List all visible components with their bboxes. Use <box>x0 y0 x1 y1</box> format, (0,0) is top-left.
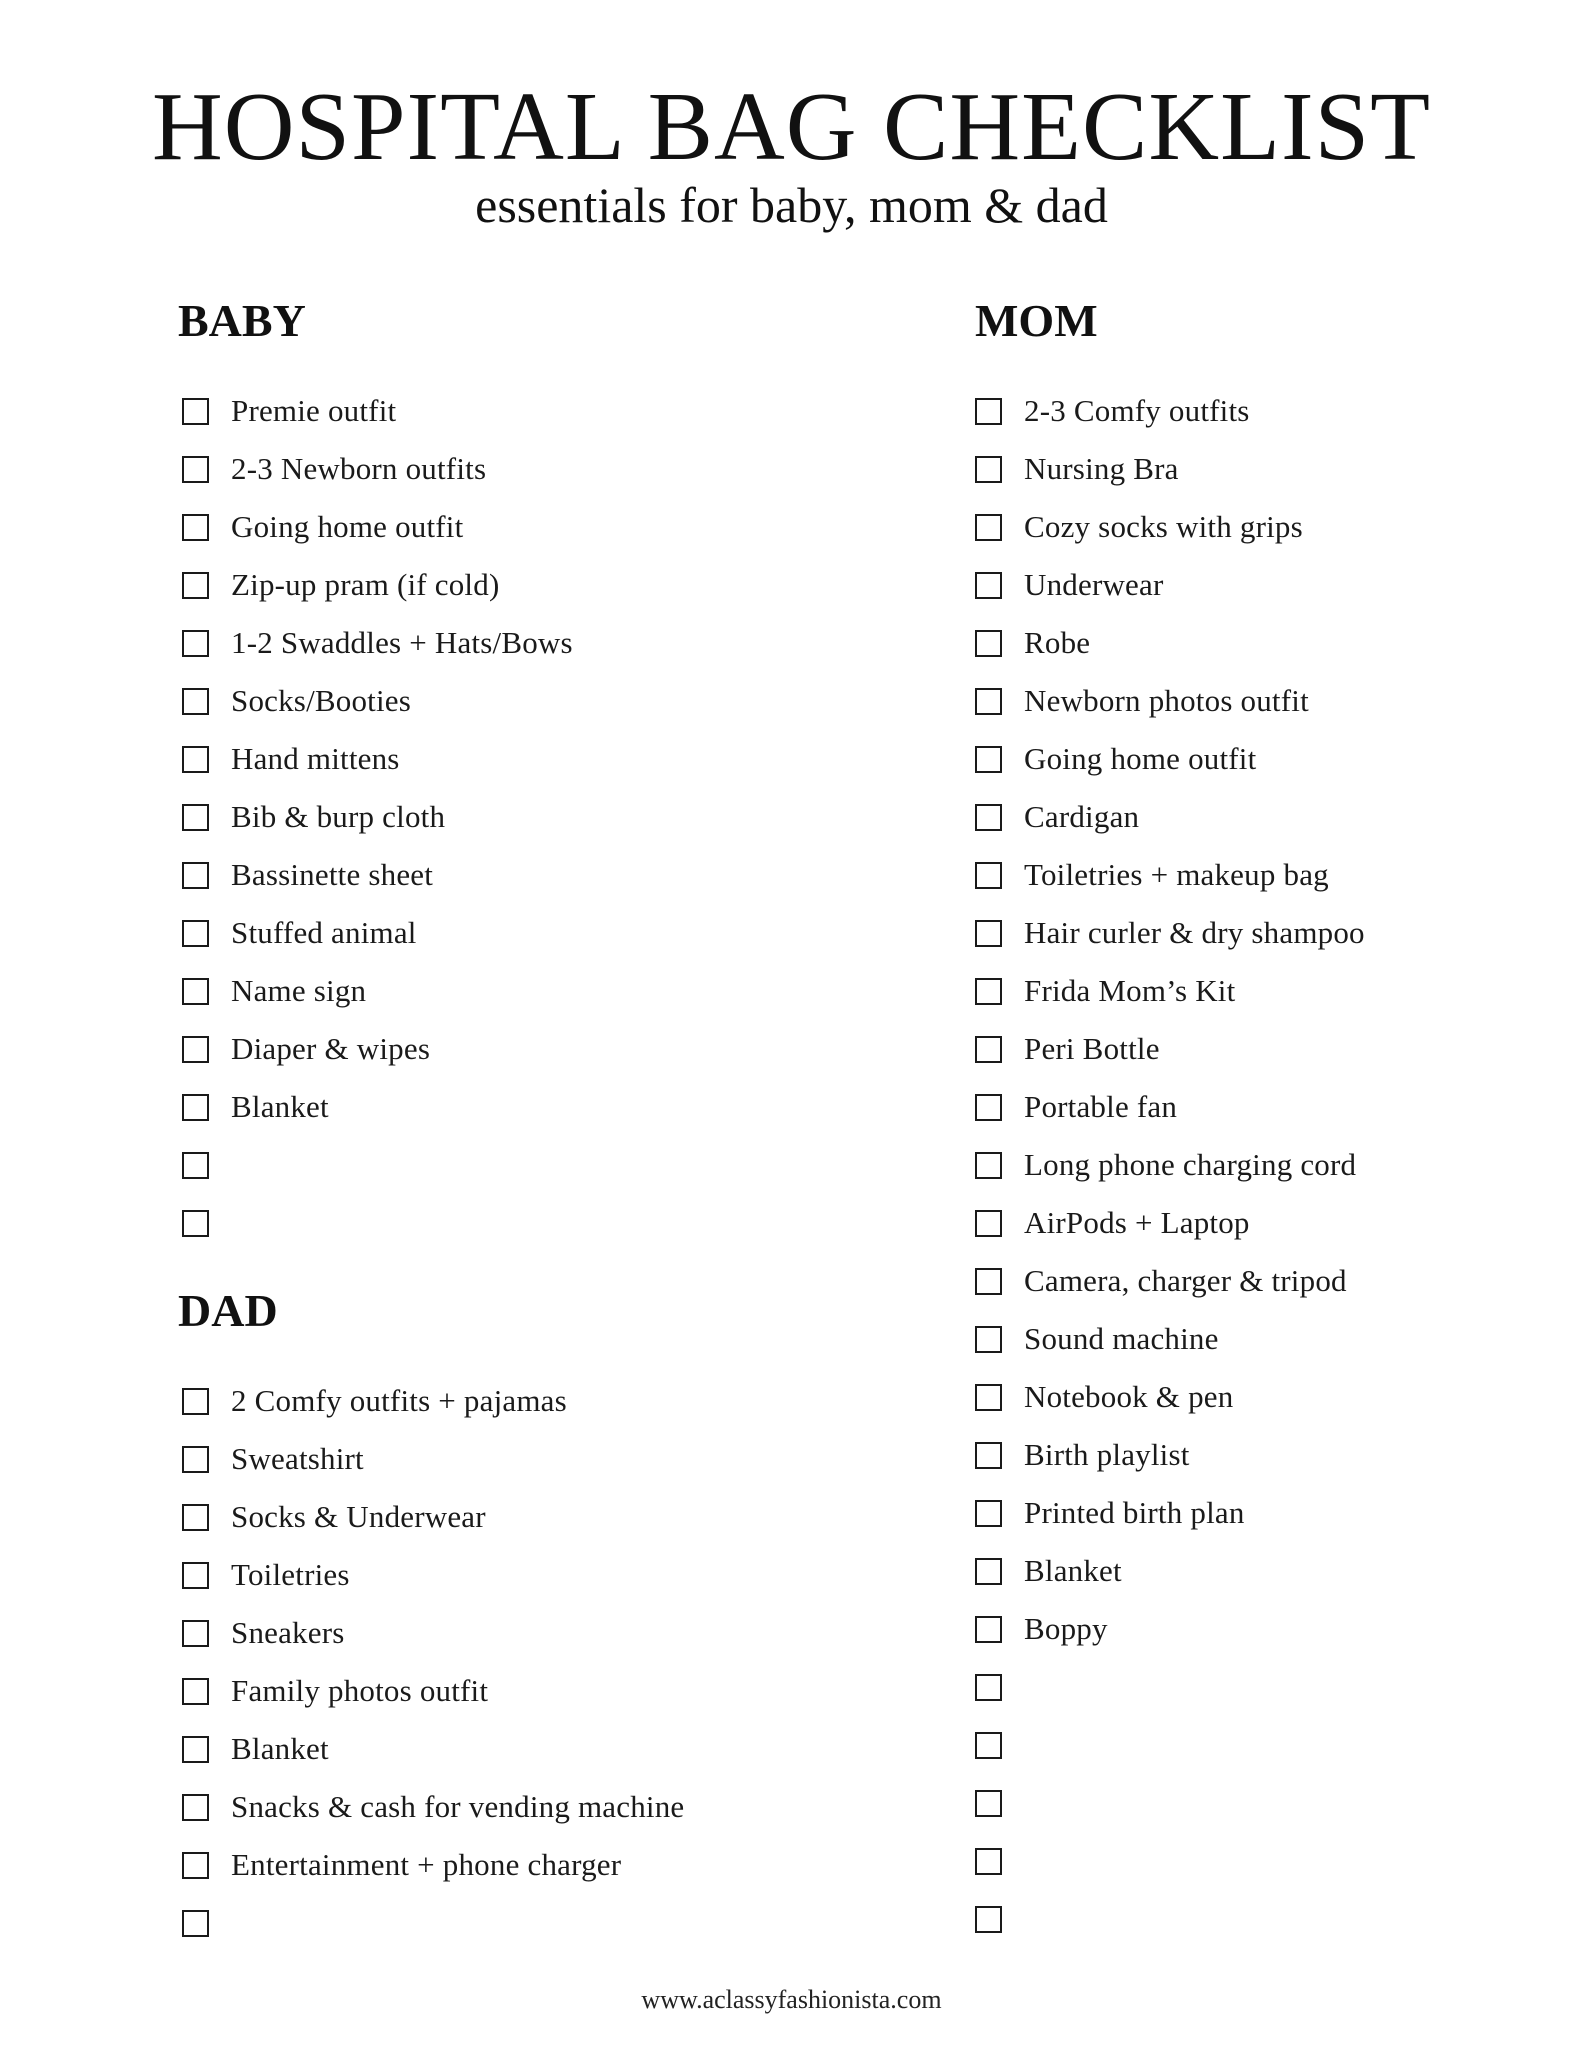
checklist-item-label: Family photos outfit <box>231 1673 489 1708</box>
dad-checklist-item[interactable] <box>182 1662 882 1720</box>
checkbox[interactable] <box>975 1152 1002 1179</box>
checklist-item-label: Portable fan <box>1024 1089 1178 1124</box>
baby-checklist-item[interactable] <box>182 498 882 556</box>
baby-checklist-item[interactable] <box>182 672 882 730</box>
checklist-item-label: Newborn photos outfit <box>1024 683 1309 718</box>
baby-checklist-item[interactable] <box>182 1020 882 1078</box>
baby-checklist-item[interactable] <box>182 788 882 846</box>
checklist-item-label: 2 Comfy outfits + pajamas <box>231 1383 567 1418</box>
checklist-item-label: Blanket <box>1024 1553 1122 1588</box>
checkbox[interactable] <box>182 978 209 1005</box>
checkbox[interactable] <box>182 1678 209 1705</box>
dad-checklist-item[interactable] <box>182 1546 882 1604</box>
checklist-item-label: Long phone charging cord <box>1024 1147 1357 1182</box>
checklist-item-label: 2-3 Newborn outfits <box>231 451 487 486</box>
checklist-item-label: Stuffed animal <box>231 915 417 950</box>
dad-checklist-item[interactable] <box>182 1720 882 1778</box>
mom-checklist-item[interactable] <box>975 1890 1535 1948</box>
mom-checklist-item[interactable] <box>975 440 1535 498</box>
checklist-item-label: Toiletries + makeup bag <box>1024 857 1329 892</box>
checkbox[interactable] <box>975 1442 1002 1469</box>
checklist-item-label: Socks & Underwear <box>231 1499 486 1534</box>
mom-checklist-item[interactable] <box>975 962 1535 1020</box>
checkbox[interactable] <box>975 572 1002 599</box>
checkbox[interactable] <box>182 746 209 773</box>
mom-checklist-item[interactable] <box>975 1078 1535 1136</box>
dad-checklist-item[interactable] <box>182 1488 882 1546</box>
checkbox[interactable] <box>182 1036 209 1063</box>
checkbox[interactable] <box>975 1848 1002 1875</box>
checkbox[interactable] <box>975 1268 1002 1295</box>
checklist-item-label: 2-3 Comfy outfits <box>1024 393 1250 428</box>
mom-checklist-item[interactable] <box>975 614 1535 672</box>
mom-checklist-item[interactable] <box>975 1426 1535 1484</box>
dad-checklist-item[interactable] <box>182 1778 882 1836</box>
checkbox[interactable] <box>975 514 1002 541</box>
mom-checklist-item[interactable] <box>975 1310 1535 1368</box>
checklist-item-label: Notebook & pen <box>1024 1379 1234 1414</box>
checkbox[interactable] <box>975 1674 1002 1701</box>
checklist-item-label: Bassinette sheet <box>231 857 434 892</box>
checklist-item-label: Diaper & wipes <box>231 1031 431 1066</box>
checkbox[interactable] <box>182 456 209 483</box>
mom-checklist-item[interactable] <box>975 904 1535 962</box>
checkbox[interactable] <box>182 1446 209 1473</box>
dad-heading: DAD <box>178 1285 278 1336</box>
checkbox[interactable] <box>975 1384 1002 1411</box>
checkbox[interactable] <box>182 804 209 831</box>
checkbox[interactable] <box>975 804 1002 831</box>
mom-checklist-item[interactable] <box>975 382 1535 440</box>
checkbox[interactable] <box>182 920 209 947</box>
checkbox[interactable] <box>182 1152 209 1179</box>
checklist-item-label: Cardigan <box>1024 799 1140 834</box>
checkbox[interactable] <box>182 1852 209 1879</box>
dad-checklist <box>182 1372 882 1952</box>
checkbox[interactable] <box>182 1794 209 1821</box>
checklist-item-label: Bib & burp cloth <box>231 799 446 834</box>
checkbox[interactable] <box>182 1210 209 1237</box>
checklist-item-label: Robe <box>1024 625 1091 660</box>
checkbox[interactable] <box>975 920 1002 947</box>
mom-checklist-item[interactable] <box>975 1716 1535 1774</box>
checkbox[interactable] <box>182 1910 209 1937</box>
checkbox[interactable] <box>975 862 1002 889</box>
checkbox[interactable] <box>975 456 1002 483</box>
dad-checklist-item[interactable] <box>182 1894 882 1952</box>
checkbox[interactable] <box>182 1094 209 1121</box>
checklist-item-label: Entertainment + phone charger <box>231 1847 622 1882</box>
checkbox[interactable] <box>182 688 209 715</box>
checklist-item-label: Sweatshirt <box>231 1441 364 1476</box>
checklist-item-label: Nursing Bra <box>1024 451 1179 486</box>
baby-checklist-item[interactable] <box>182 1078 882 1136</box>
mom-checklist-item[interactable] <box>975 1542 1535 1600</box>
checkbox[interactable] <box>182 1562 209 1589</box>
baby-checklist-item[interactable] <box>182 846 882 904</box>
mom-checklist-item[interactable] <box>975 788 1535 846</box>
checklist-item-label: Frida Mom’s Kit <box>1024 973 1236 1008</box>
checklist-item-label: Toiletries <box>231 1557 350 1592</box>
mom-checklist-item[interactable] <box>975 1484 1535 1542</box>
dad-checklist-item[interactable] <box>182 1430 882 1488</box>
checkbox[interactable] <box>182 1736 209 1763</box>
checkbox[interactable] <box>975 398 1002 425</box>
checkbox[interactable] <box>182 572 209 599</box>
checklist-item-label: Name sign <box>231 973 367 1008</box>
checkbox[interactable] <box>975 1326 1002 1353</box>
checkbox[interactable] <box>975 630 1002 657</box>
mom-checklist-item[interactable] <box>975 846 1535 904</box>
checklist-item-label: Peri Bottle <box>1024 1031 1160 1066</box>
checklist-item-label: Underwear <box>1024 567 1164 602</box>
checklist-item-label: Printed birth plan <box>1024 1495 1245 1530</box>
checkbox[interactable] <box>182 514 209 541</box>
baby-checklist-item[interactable] <box>182 556 882 614</box>
dad-checklist-item[interactable] <box>182 1372 882 1430</box>
checklist-item-label: Zip-up pram (if cold) <box>231 567 500 602</box>
dad-checklist-item[interactable] <box>182 1836 882 1894</box>
checklist-item-label: Sneakers <box>231 1615 345 1650</box>
checkbox[interactable] <box>975 1732 1002 1759</box>
checklist-item-label: Birth playlist <box>1024 1437 1190 1472</box>
baby-checklist-item[interactable] <box>182 440 882 498</box>
mom-checklist-item[interactable] <box>975 1774 1535 1832</box>
checkbox[interactable] <box>975 746 1002 773</box>
checkbox[interactable] <box>182 862 209 889</box>
mom-checklist-item[interactable] <box>975 556 1535 614</box>
checklist-item-label: AirPods + Laptop <box>1024 1205 1250 1240</box>
checkbox[interactable] <box>975 978 1002 1005</box>
checkbox[interactable] <box>975 1094 1002 1121</box>
checkbox[interactable] <box>975 1558 1002 1585</box>
mom-checklist-item[interactable] <box>975 1658 1535 1716</box>
checkbox[interactable] <box>975 1036 1002 1063</box>
checklist-item-label: Cozy socks with grips <box>1024 509 1303 544</box>
baby-checklist-item[interactable] <box>182 1194 882 1252</box>
checkbox[interactable] <box>975 1500 1002 1527</box>
checklist-item-label: Sound machine <box>1024 1321 1219 1356</box>
website-footer: www.aclassyfashionista.com <box>641 1985 942 2014</box>
checklist-item-label: Snacks & cash for vending machine <box>231 1789 685 1824</box>
checkbox[interactable] <box>975 1616 1002 1643</box>
checklist-item-label: Hand mittens <box>231 741 400 776</box>
baby-checklist-item[interactable] <box>182 1136 882 1194</box>
mom-checklist-item[interactable] <box>975 730 1535 788</box>
baby-checklist-item[interactable] <box>182 904 882 962</box>
baby-checklist-item[interactable] <box>182 962 882 1020</box>
checklist-item-label: Socks/Booties <box>231 683 412 718</box>
checkbox[interactable] <box>975 1906 1002 1933</box>
mom-checklist-item[interactable] <box>975 672 1535 730</box>
mom-checklist-item[interactable] <box>975 1020 1535 1078</box>
checkbox[interactable] <box>182 1388 209 1415</box>
checklist-item-label: Blanket <box>231 1089 329 1124</box>
checkbox[interactable] <box>975 1790 1002 1817</box>
checkbox[interactable] <box>975 1210 1002 1237</box>
mom-checklist <box>975 382 1535 1948</box>
checkbox[interactable] <box>182 398 209 425</box>
checkbox[interactable] <box>182 1620 209 1647</box>
baby-checklist-item[interactable] <box>182 730 882 788</box>
mom-checklist-item[interactable] <box>975 1600 1535 1658</box>
checklist-item-label: Camera, charger & tripod <box>1024 1263 1347 1298</box>
page-subtitle: essentials for baby, mom & dad <box>475 177 1108 233</box>
checklist-item-label: 1-2 Swaddles + Hats/Bows <box>231 625 573 660</box>
checklist-item-label: Going home outfit <box>231 509 464 544</box>
baby-heading: BABY <box>178 295 306 346</box>
checklist-item-label: Going home outfit <box>1024 741 1257 776</box>
checklist-item-label: Blanket <box>231 1731 329 1766</box>
checklist-item-label: Boppy <box>1024 1611 1108 1646</box>
baby-checklist-item[interactable] <box>182 382 882 440</box>
mom-checklist-item[interactable] <box>975 1194 1535 1252</box>
checklist-item-label: Premie outfit <box>231 393 397 428</box>
mom-checklist-item[interactable] <box>975 498 1535 556</box>
mom-checklist-item[interactable] <box>975 1832 1535 1890</box>
mom-heading: MOM <box>975 295 1098 346</box>
checkbox[interactable] <box>975 688 1002 715</box>
checklist-item-label: Hair curler & dry shampoo <box>1024 915 1365 950</box>
baby-checklist-item[interactable] <box>182 614 882 672</box>
dad-checklist-item[interactable] <box>182 1604 882 1662</box>
mom-checklist-item[interactable] <box>975 1136 1535 1194</box>
checkbox[interactable] <box>182 630 209 657</box>
mom-checklist-item[interactable] <box>975 1252 1535 1310</box>
checkbox[interactable] <box>182 1504 209 1531</box>
mom-checklist-item[interactable] <box>975 1368 1535 1426</box>
page-title: HOSPITAL BAG CHECKLIST <box>151 73 1432 181</box>
baby-checklist <box>182 382 882 1252</box>
